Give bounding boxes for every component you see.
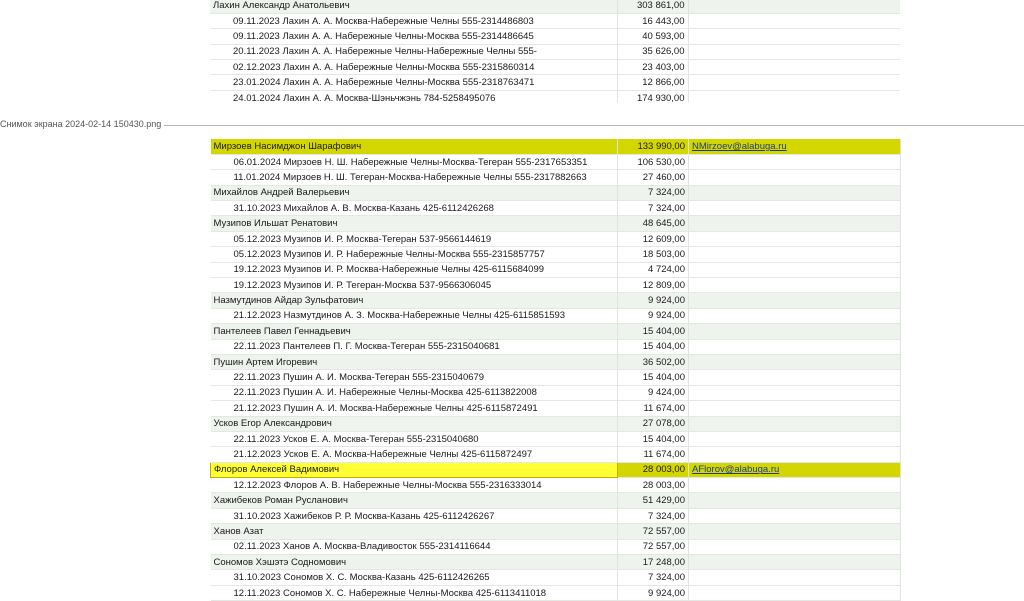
trip-description-cell[interactable]: 09.11.2023 Лахин А. А. Набережные Челны-Москва 555-2314486645 bbox=[210, 29, 617, 44]
amount-cell[interactable]: 35 626,00 bbox=[617, 44, 688, 59]
empty-cell[interactable] bbox=[689, 339, 901, 354]
amount-cell[interactable]: 174 930,00 bbox=[617, 90, 688, 102]
employee-group-row[interactable] bbox=[211, 216, 901, 231]
trip-description-cell[interactable]: 11.01.2024 Мирзоев Н. Ш. Тегеран-Москва-Набережные Челны 555-2317882663 bbox=[211, 170, 618, 185]
employee-group-row[interactable] bbox=[211, 324, 901, 339]
amount-cell[interactable]: 48 645,00 bbox=[618, 216, 689, 231]
empty-cell[interactable] bbox=[689, 585, 901, 600]
employee-group-row[interactable] bbox=[211, 462, 901, 477]
trip-detail-row[interactable] bbox=[210, 75, 900, 90]
amount-cell[interactable]: 17 248,00 bbox=[618, 555, 689, 570]
employee-name-cell[interactable]: Хажибеков Роман Русланович bbox=[211, 493, 618, 508]
trip-description-cell[interactable]: 31.10.2023 Михайлов А. В. Москва-Казань 425-6112426268 bbox=[211, 201, 618, 216]
amount-cell[interactable]: 28 003,00 bbox=[618, 462, 689, 477]
employee-name-cell[interactable]: Пантелеев Павел Геннадьевич bbox=[211, 324, 618, 339]
trip-detail-row[interactable] bbox=[211, 370, 901, 385]
main-expense-table bbox=[210, 139, 901, 601]
trip-description-cell[interactable]: 06.01.2024 Мирзоев Н. Ш. Набережные Челны-Москва-Тегеран 555-2317653351 bbox=[211, 154, 618, 169]
employee-name-cell[interactable]: Мирзоев Насимджон Шарафович bbox=[211, 139, 618, 154]
screenshot-filename-label: Снимок экрана 2024-02-14 150430.png bbox=[0, 119, 164, 129]
empty-cell[interactable] bbox=[688, 29, 900, 44]
trip-detail-row[interactable] bbox=[211, 447, 901, 462]
empty-cell[interactable] bbox=[689, 508, 901, 523]
trip-detail-row[interactable] bbox=[211, 431, 901, 446]
employee-group-row[interactable] bbox=[211, 354, 901, 369]
trip-detail-row[interactable] bbox=[211, 539, 901, 554]
amount-cell[interactable]: 28 003,00 bbox=[618, 478, 689, 493]
trip-detail-row[interactable] bbox=[211, 231, 901, 246]
amount-cell[interactable]: 15 404,00 bbox=[618, 324, 689, 339]
trip-description-cell[interactable]: 22.11.2023 Пушин А. И. Москва-Тегеран 555-2315040679 bbox=[211, 370, 618, 385]
employee-name-cell[interactable]: Музипов Ильшат Ренатович bbox=[211, 216, 618, 231]
empty-cell[interactable] bbox=[689, 262, 901, 277]
trip-detail-row[interactable] bbox=[211, 401, 901, 416]
trip-detail-row[interactable] bbox=[211, 570, 901, 585]
email-link-cell[interactable]: AFlorov@alabuga.ru bbox=[689, 462, 901, 477]
empty-cell[interactable] bbox=[689, 447, 901, 462]
trip-description-cell[interactable]: 31.10.2023 Сономов Х. С. Москва-Казань 425-6112426265 bbox=[211, 570, 618, 585]
trip-detail-row[interactable] bbox=[210, 90, 900, 102]
empty-cell[interactable] bbox=[689, 170, 901, 185]
amount-cell[interactable]: 12 609,00 bbox=[618, 231, 689, 246]
trip-description-cell[interactable]: 22.11.2023 Усков Е. А. Москва-Тегеран 555-2315040680 bbox=[211, 431, 618, 446]
employee-name-cell[interactable]: Лахин Александр Анатольевич bbox=[210, 0, 617, 13]
empty-cell[interactable] bbox=[689, 493, 901, 508]
amount-cell[interactable]: 9 424,00 bbox=[618, 385, 689, 400]
amount-cell[interactable]: 16 443,00 bbox=[617, 13, 688, 28]
trip-detail-row[interactable] bbox=[210, 29, 900, 44]
trip-detail-row[interactable] bbox=[211, 278, 901, 293]
trip-description-cell[interactable]: 02.11.2023 Ханов А. Москва-Владивосток 555-2314116644 bbox=[211, 539, 618, 554]
employee-name-cell[interactable]: Сономов Хэшэтэ Содномович bbox=[211, 555, 618, 570]
empty-cell[interactable] bbox=[689, 231, 901, 246]
empty-cell[interactable] bbox=[689, 431, 901, 446]
trip-description-cell[interactable]: 21.12.2023 Усков Е. А. Москва-Набережные Челны 425-6115872497 bbox=[211, 447, 618, 462]
trip-description-cell[interactable]: 02.12.2023 Лахин А. А. Набережные Челны-Москва 555-2315860314 bbox=[210, 60, 617, 75]
trip-detail-row[interactable] bbox=[211, 262, 901, 277]
trip-detail-row[interactable] bbox=[211, 585, 901, 600]
employee-group-row[interactable] bbox=[211, 416, 901, 431]
empty-cell[interactable] bbox=[688, 13, 900, 28]
employee-group-row[interactable] bbox=[211, 493, 901, 508]
amount-cell[interactable]: 36 502,00 bbox=[618, 354, 689, 369]
empty-cell[interactable] bbox=[689, 555, 901, 570]
amount-cell[interactable]: 133 990,00 bbox=[618, 139, 689, 154]
empty-cell[interactable] bbox=[689, 185, 901, 200]
trip-detail-row[interactable] bbox=[211, 478, 901, 493]
empty-cell[interactable] bbox=[689, 308, 901, 323]
amount-cell[interactable]: 15 404,00 bbox=[618, 339, 689, 354]
employee-name-cell[interactable]: Усков Егор Александрович bbox=[211, 416, 618, 431]
employee-name-cell[interactable]: Михайлов Андрей Валерьевич bbox=[211, 185, 618, 200]
trip-description-cell[interactable]: 20.11.2023 Лахин А. А. Набережные Челны-Набережные Челны 555- bbox=[210, 44, 617, 59]
amount-cell[interactable]: 7 324,00 bbox=[618, 185, 689, 200]
trip-detail-row[interactable] bbox=[211, 170, 901, 185]
amount-cell[interactable]: 7 324,00 bbox=[618, 508, 689, 523]
trip-detail-row[interactable] bbox=[211, 308, 901, 323]
employee-name-cell[interactable]: Назмутдинов Айдар Зульфатович bbox=[211, 293, 618, 308]
amount-cell[interactable]: 40 593,00 bbox=[617, 29, 688, 44]
trip-description-cell[interactable]: 09.11.2023 Лахин А. А. Москва-Набережные Челны 555-2314486803 bbox=[210, 13, 617, 28]
trip-description-cell[interactable]: 21.12.2023 Пушин А. И. Москва-Набережные Челны 425-6115872491 bbox=[211, 401, 618, 416]
empty-cell[interactable] bbox=[688, 90, 900, 102]
empty-cell[interactable] bbox=[689, 201, 901, 216]
trip-detail-row[interactable] bbox=[210, 44, 900, 59]
trip-detail-row[interactable] bbox=[211, 339, 901, 354]
amount-cell[interactable]: 7 324,00 bbox=[618, 570, 689, 585]
empty-cell[interactable] bbox=[689, 385, 901, 400]
empty-cell[interactable] bbox=[689, 154, 901, 169]
amount-cell[interactable]: 15 404,00 bbox=[618, 370, 689, 385]
trip-description-cell[interactable]: 19.12.2023 Музипов И. Р. Тегеран-Москва 537-9566306045 bbox=[211, 278, 618, 293]
empty-cell[interactable] bbox=[689, 293, 901, 308]
employee-name-cell[interactable]: Ханов Азат bbox=[211, 524, 618, 539]
trip-detail-row[interactable] bbox=[211, 201, 901, 216]
empty-cell[interactable] bbox=[689, 216, 901, 231]
employee-group-row[interactable] bbox=[211, 185, 901, 200]
trip-detail-row[interactable] bbox=[211, 508, 901, 523]
email-link-cell[interactable]: NMirzoev@alabuga.ru bbox=[689, 139, 901, 154]
amount-cell[interactable]: 9 924,00 bbox=[618, 585, 689, 600]
amount-cell[interactable]: 106 530,00 bbox=[618, 154, 689, 169]
amount-cell[interactable]: 12 866,00 bbox=[617, 75, 688, 90]
trip-description-cell[interactable]: 21.12.2023 Назмутдинов А. З. Москва-Набережные Челны 425-6115851593 bbox=[211, 308, 618, 323]
trip-description-cell[interactable]: 24.01.2024 Лахин А. А. Москва-Шэньчжэнь 784-5258495076 bbox=[210, 90, 617, 102]
amount-cell[interactable]: 51 429,00 bbox=[618, 493, 689, 508]
amount-cell[interactable]: 15 404,00 bbox=[618, 431, 689, 446]
empty-cell[interactable] bbox=[689, 354, 901, 369]
empty-cell[interactable] bbox=[689, 416, 901, 431]
trip-description-cell[interactable]: 31.10.2023 Хажибеков Р. Р. Москва-Казань 425-6112426267 bbox=[211, 508, 618, 523]
empty-cell[interactable] bbox=[689, 539, 901, 554]
trip-description-cell[interactable]: 22.11.2023 Пантелеев П. Г. Москва-Тегеран 555-2315040681 bbox=[211, 339, 618, 354]
trip-description-cell[interactable]: 05.12.2023 Музипов И. Р. Москва-Тегеран 537-9566144619 bbox=[211, 231, 618, 246]
trip-description-cell[interactable]: 12.12.2023 Флоров А. В. Набережные Челны-Москва 555-2316333014 bbox=[211, 478, 618, 493]
amount-cell[interactable]: 9 924,00 bbox=[618, 293, 689, 308]
empty-cell[interactable] bbox=[689, 370, 901, 385]
amount-cell[interactable]: 11 674,00 bbox=[618, 401, 689, 416]
employee-group-row[interactable] bbox=[211, 139, 901, 154]
trip-detail-row[interactable] bbox=[210, 13, 900, 28]
amount-cell[interactable]: 27 460,00 bbox=[618, 170, 689, 185]
employee-group-row[interactable] bbox=[211, 524, 901, 539]
trip-detail-row[interactable] bbox=[210, 60, 900, 75]
empty-cell[interactable] bbox=[689, 324, 901, 339]
empty-cell[interactable] bbox=[689, 524, 901, 539]
amount-cell[interactable]: 18 503,00 bbox=[618, 247, 689, 262]
trip-detail-row[interactable] bbox=[211, 247, 901, 262]
empty-cell[interactable] bbox=[688, 44, 900, 59]
empty-cell[interactable] bbox=[689, 278, 901, 293]
trip-description-cell[interactable]: 19.12.2023 Музипов И. Р. Москва-Набережные Челны 425-6115684099 bbox=[211, 262, 618, 277]
top-spreadsheet-fragment bbox=[210, 0, 900, 102]
amount-cell[interactable]: 27 078,00 bbox=[618, 416, 689, 431]
trip-detail-row[interactable] bbox=[211, 154, 901, 169]
amount-cell[interactable]: 72 557,00 bbox=[618, 524, 689, 539]
amount-cell[interactable]: 12 809,00 bbox=[618, 278, 689, 293]
empty-cell[interactable] bbox=[688, 60, 900, 75]
empty-cell[interactable] bbox=[689, 247, 901, 262]
employee-group-row[interactable] bbox=[210, 0, 900, 13]
trip-description-cell[interactable]: 22.11.2023 Пушин А. И. Набережные Челны-Москва 425-6113822008 bbox=[211, 385, 618, 400]
empty-cell[interactable] bbox=[689, 401, 901, 416]
amount-cell[interactable]: 11 674,00 bbox=[618, 447, 689, 462]
empty-cell[interactable] bbox=[688, 75, 900, 90]
trip-description-cell[interactable]: 05.12.2023 Музипов И. Р. Набережные Челны-Москва 555-2315857757 bbox=[211, 247, 618, 262]
employee-group-row[interactable] bbox=[211, 555, 901, 570]
empty-cell[interactable] bbox=[689, 478, 901, 493]
trip-description-cell[interactable]: 23.01.2024 Лахин А. А. Набережные Челны-Москва 555-2318763471 bbox=[210, 75, 617, 90]
trip-detail-row[interactable] bbox=[211, 385, 901, 400]
amount-cell[interactable]: 7 324,00 bbox=[618, 201, 689, 216]
trip-description-cell[interactable]: 12.11.2023 Сономов Х. С. Набережные Челны-Москва 425-6113411018 bbox=[211, 585, 618, 600]
amount-cell[interactable]: 72 557,00 bbox=[618, 539, 689, 554]
employee-group-row[interactable] bbox=[211, 293, 901, 308]
empty-cell[interactable] bbox=[689, 570, 901, 585]
employee-name-cell[interactable]: Пушин Артем Игоревич bbox=[211, 354, 618, 369]
amount-cell[interactable]: 9 924,00 bbox=[618, 308, 689, 323]
amount-cell[interactable]: 4 724,00 bbox=[618, 262, 689, 277]
amount-cell[interactable]: 303 861,00 bbox=[617, 0, 688, 13]
empty-cell[interactable] bbox=[688, 0, 900, 13]
top-expense-table bbox=[210, 0, 900, 102]
amount-cell[interactable]: 23 403,00 bbox=[617, 60, 688, 75]
employee-name-cell[interactable]: Флоров Алексей Вадимович bbox=[211, 462, 618, 477]
